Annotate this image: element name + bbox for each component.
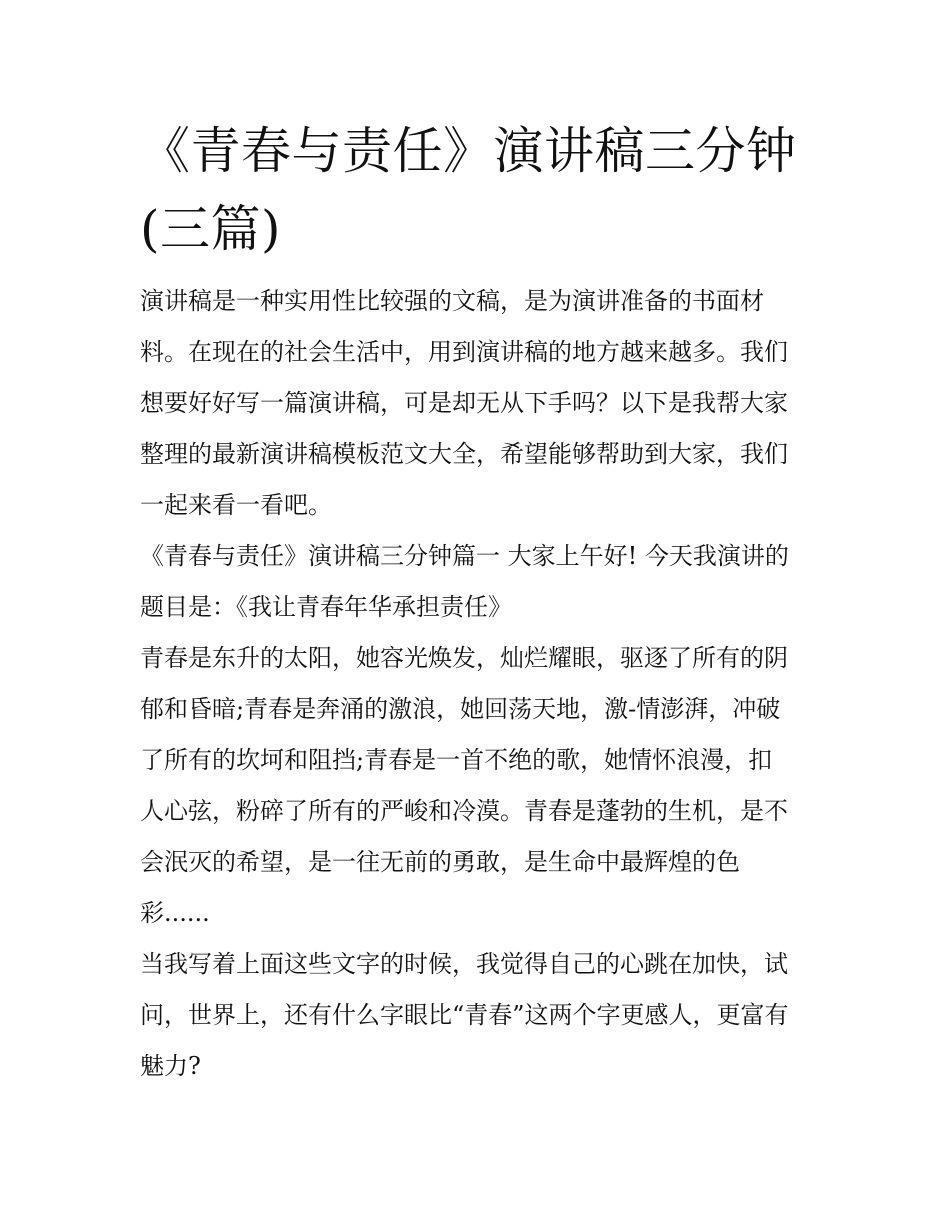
text-line: 料。在现在的社会生活中，用到演讲稿的地方越来越多。我们 bbox=[140, 338, 788, 366]
text-line: 《青春与责任》演讲稿三分钟篇一 大家上午好! 今天我演讲的 bbox=[140, 542, 789, 570]
text-line: 了所有的坎坷和阻挡;青春是一首不绝的歌，她情怀浪漫，扣 bbox=[140, 746, 773, 774]
text-line: 题目是：《我让青春年华承担责任》 bbox=[140, 593, 512, 621]
paragraph-section-heading bbox=[140, 531, 816, 633]
text-line: 整理的最新演讲稿模板范文大全，希望能够帮助到大家，我们 bbox=[140, 440, 788, 468]
text-line: 当我写着上面这些文字的时候，我觉得自己的心跳在加快，试 bbox=[140, 950, 788, 978]
text-line: 彩...... bbox=[140, 899, 210, 927]
text-line: 演讲稿是一种实用性比较强的文稿，是为演讲准备的书面材 bbox=[140, 287, 764, 315]
text-line: 想要好好写一篇演讲稿，可是却无从下手吗？以下是我帮大家 bbox=[140, 389, 788, 417]
text-line: 人心弦，粉碎了所有的严峻和冷漠。青春是蓬勃的生机，是不 bbox=[140, 797, 788, 825]
document-title bbox=[140, 112, 816, 268]
paragraph-intro bbox=[140, 276, 816, 531]
paragraph-question bbox=[140, 939, 816, 1092]
text-line: 青春是东升的太阳，她容光焕发，灿烂耀眼，驱逐了所有的阴 bbox=[140, 644, 788, 672]
text-line: 会泯灭的希望，是一往无前的勇敢，是生命中最辉煌的色 bbox=[140, 848, 740, 876]
text-line: 一起来看一看吧。 bbox=[140, 491, 332, 519]
paragraph-youth bbox=[140, 633, 816, 939]
text-line: 郁和昏暗;青春是奔涌的激浪，她回荡天地，激-情澎湃，冲破 bbox=[140, 695, 781, 723]
title-line: (三篇) bbox=[140, 200, 282, 258]
text-line: 问，世界上，还有什么字眼比“青春”这两个字更感人，更富有 bbox=[140, 1001, 789, 1029]
title-line: 《青春与责任》演讲稿三分钟 bbox=[140, 122, 797, 180]
document-content bbox=[140, 112, 816, 1092]
text-line: 魅力? bbox=[140, 1052, 201, 1080]
